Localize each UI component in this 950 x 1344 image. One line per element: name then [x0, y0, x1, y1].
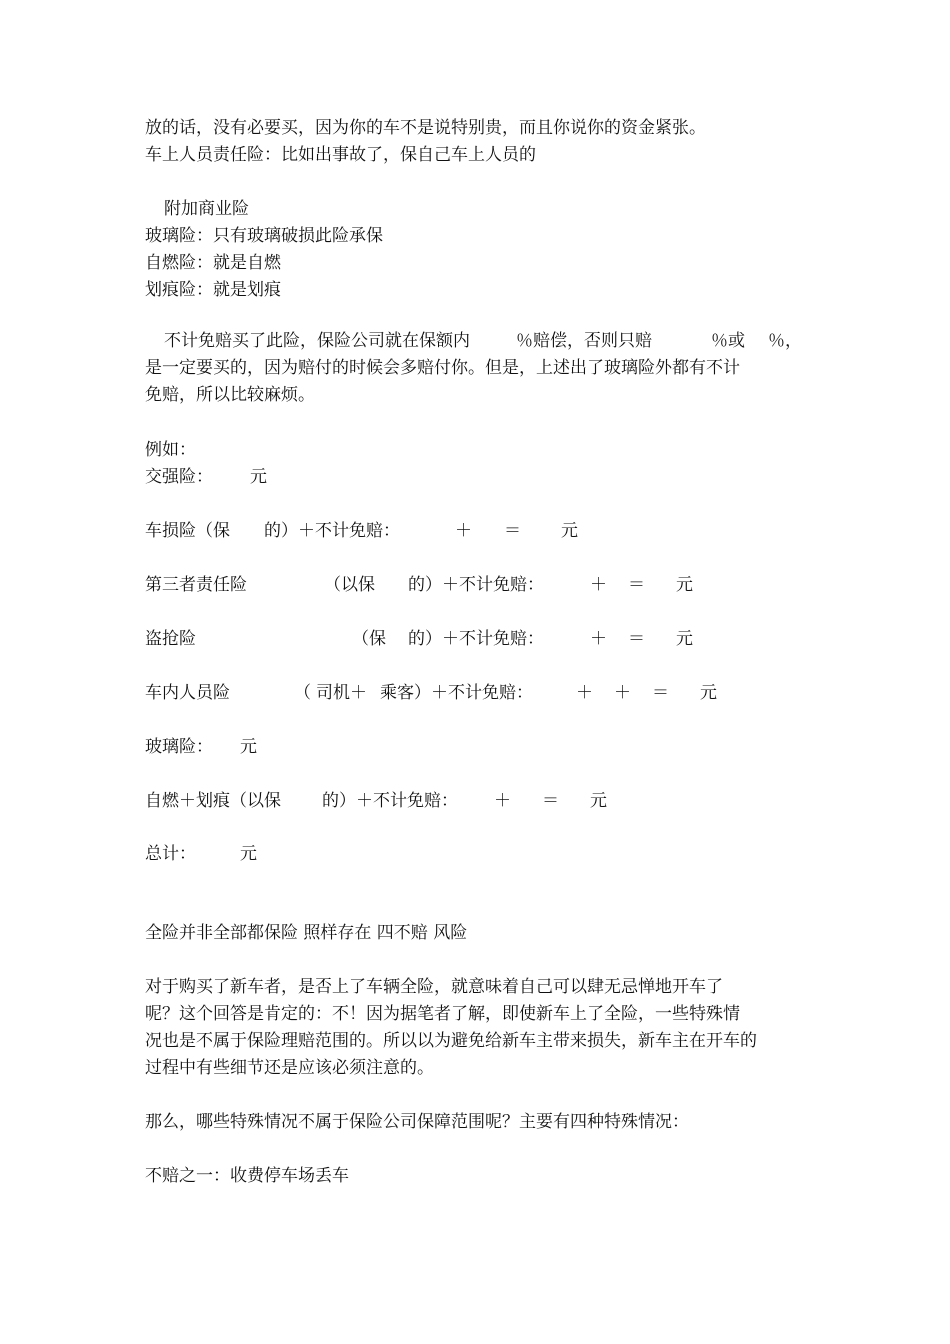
- row-name: 玻璃险：: [145, 737, 213, 757]
- row-eq: ＝: [628, 629, 645, 649]
- addon-heading: 附加商业险: [164, 199, 249, 219]
- row-name: 盗抢险: [145, 629, 196, 649]
- article-para1-line-2: 呢？这个回答是肯定的：不！因为据笔者了解，即使新车上了全险，一些特殊情: [145, 1004, 740, 1024]
- row-unit: 元: [676, 629, 693, 649]
- article-heading: 全险并非全部都保险 照样存在 四不赔 风险: [145, 923, 468, 943]
- row-plus: ＋: [494, 791, 511, 811]
- deductible-text-d: ％，: [768, 331, 802, 351]
- row-name: 自燃＋划痕（以保: [145, 791, 281, 811]
- row-unit: 元: [561, 521, 578, 541]
- row-yibao: （以保: [324, 575, 375, 595]
- row-name: 车内人员险: [145, 683, 230, 703]
- row-plus-2: ＋: [614, 683, 631, 703]
- row-name: 交强险：: [145, 467, 213, 487]
- row-bao: （保: [352, 629, 386, 649]
- addon-self-ignition: 自燃险：就是自燃: [145, 253, 281, 273]
- article-para1-line-1: 对于购买了新车者，是否上了车辆全险，就意味着自己可以肆无忌惮地开车了: [145, 977, 723, 997]
- deductible-line-3: 免赔，所以比较麻烦。: [145, 385, 315, 405]
- deductible-line-2: 是一定要买的，因为赔付的时候会多赔付你。但是，上述出了玻璃险外都有不计: [145, 358, 740, 378]
- row-de: 的）＋不计免赔：: [408, 629, 544, 649]
- row-unit: 元: [676, 575, 693, 595]
- row-de: 的）＋不计免赔：: [322, 791, 458, 811]
- row-name: 第三者责任险: [145, 575, 247, 595]
- addon-scratch: 划痕险：就是划痕: [145, 280, 281, 300]
- row-eq: ＝: [504, 521, 521, 541]
- row-unit: 元: [250, 467, 267, 487]
- article-para2: 那么，哪些特殊情况不属于保险公司保障范围呢？主要有四种特殊情况：: [145, 1112, 689, 1132]
- row-plus: ＋: [455, 521, 472, 541]
- article-para3: 不赔之一：收费停车场丢车: [145, 1166, 349, 1186]
- row-unit: 元: [590, 791, 607, 811]
- row-de: 的）＋不计免赔：: [264, 521, 400, 541]
- row-unit: 元: [240, 844, 257, 864]
- deductible-text-a: 不计免赔买了此险，保险公司就在保额内: [164, 331, 470, 351]
- row-name: 总计：: [145, 844, 196, 864]
- row-siji: 司机＋: [316, 683, 367, 703]
- row-name: 车损险（保: [145, 521, 230, 541]
- row-chengke: 乘客）＋不计免赔：: [380, 683, 533, 703]
- row-de: 的）＋不计免赔：: [408, 575, 544, 595]
- addon-glass: 玻璃险：只有玻璃破损此险承保: [145, 226, 383, 246]
- row-plus-1: ＋: [576, 683, 593, 703]
- row-eq: ＝: [542, 791, 559, 811]
- row-plus: ＋: [590, 575, 607, 595]
- row-plus: ＋: [590, 629, 607, 649]
- deductible-text-b: ％赔偿，否则只赔: [516, 331, 652, 351]
- row-eq: ＝: [652, 683, 669, 703]
- example-label: 例如：: [145, 440, 196, 460]
- deductible-text-c: ％或: [711, 331, 745, 351]
- article-para1-line-4: 过程中有些细节还是应该必须注意的。: [145, 1058, 434, 1078]
- intro-line-2: 车上人员责任险：比如出事故了，保自己车上人员的: [145, 145, 536, 165]
- row-open: （: [294, 683, 311, 703]
- row-eq: ＝: [628, 575, 645, 595]
- intro-line-1: 放的话，没有必要买，因为你的车不是说特别贵，而且你说你的资金紧张。: [145, 118, 706, 138]
- row-unit: 元: [240, 737, 257, 757]
- row-unit: 元: [700, 683, 717, 703]
- article-para1-line-3: 况也是不属于保险理赔范围的。所以以为避免给新车主带来损失，新车主在开车的: [145, 1031, 757, 1051]
